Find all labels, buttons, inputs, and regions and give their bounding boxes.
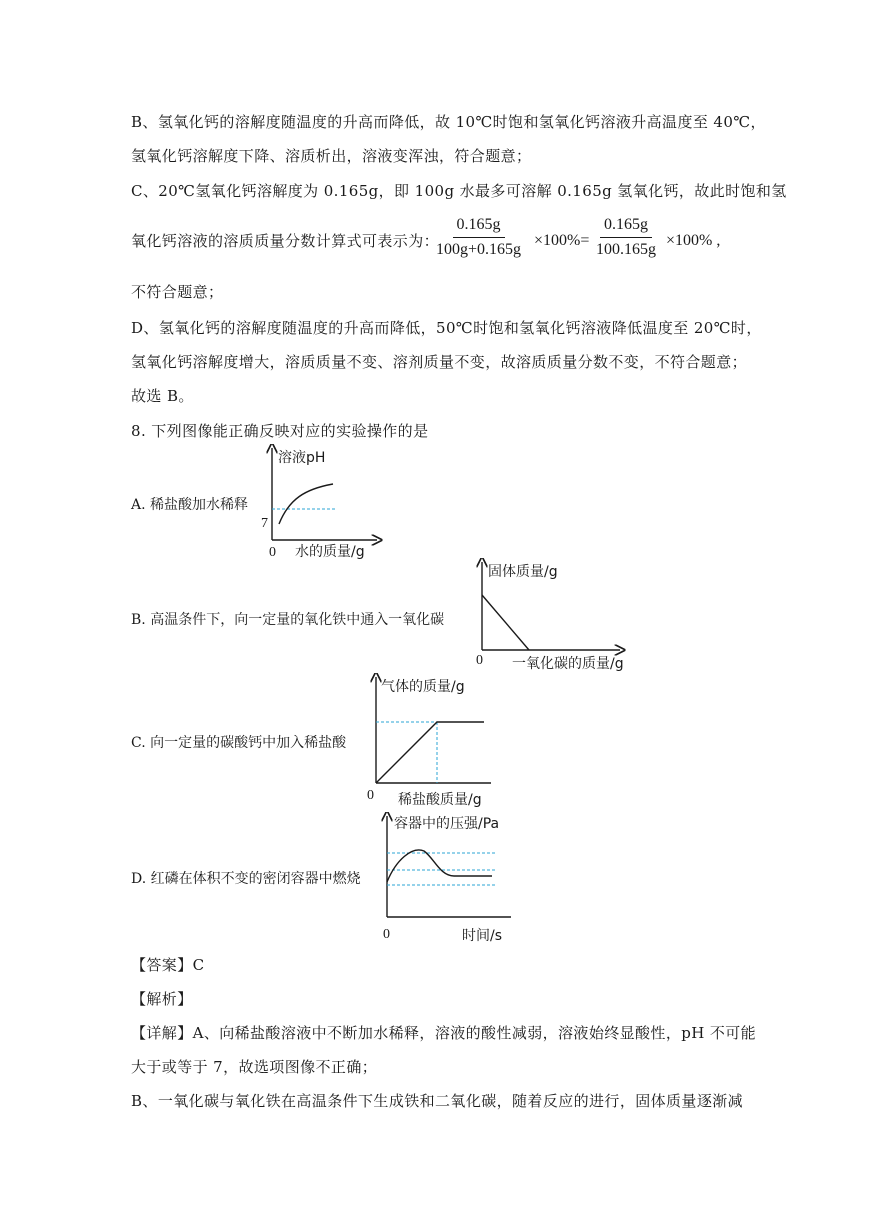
y-tick-label: 7 [261, 516, 268, 531]
text-line: 氢氧化钙溶解度下降、溶质析出，溶液变浑浊，符合题意； [131, 147, 532, 165]
x-axis-label: 一氧化碳的质量/g [512, 656, 624, 672]
text-line: 【详解】A、向稀盐酸溶液中不断加水稀释，溶液的酸性减弱，溶液始终显酸性，pH 不可能 [131, 1024, 757, 1042]
data-line [482, 595, 529, 650]
text-line: C、20℃氢氧化钙溶解度为 0.165g，即 100g 水最多可溶解 0.165g 氢氧化钙，故此时饱和氢 [131, 182, 787, 200]
text-line: 氢氧化钙溶解度增大，溶质质量不变、溶剂质量不变，故溶质质量分数不变，不符合题意； [131, 353, 748, 371]
option-c-label: C. 向一定量的碳酸钙中加入稀盐酸 [131, 735, 347, 751]
fraction-numerator: 0.165g [453, 216, 505, 238]
text-line: 氧化钙溶液的溶质质量分数计算式可表示为： [131, 232, 440, 250]
origin-label: 0 [269, 545, 276, 560]
fraction-2 [592, 216, 660, 259]
text-line: B、一氧化碳与氧化铁在高温条件下生成铁和二氧化碳，随着反应的进行，固体质量逐渐减 [131, 1092, 744, 1110]
option-c-graph [365, 673, 495, 810]
curve [387, 850, 492, 882]
text-line: B、氢氧化钙的溶解度随温度的升高而降低，故 10℃时饱和氢氧化钙溶液升高温度至 40℃， [131, 113, 766, 131]
x-axis-label: 水的质量/g [295, 544, 365, 560]
x-axis-label: 稀盐酸质量/g [398, 792, 482, 808]
y-axis-label: 气体的质量/g [381, 679, 465, 695]
analysis-title: 【解析】 [131, 990, 193, 1008]
fraction-1 [432, 216, 525, 259]
text-line: 故选 B。 [131, 387, 194, 405]
curve [279, 484, 333, 524]
text-line: 不符合题意； [131, 283, 224, 301]
formula-operator: ×100%= [534, 232, 590, 249]
fraction-denominator: 100.165g [596, 241, 656, 258]
option-a-graph [255, 444, 385, 562]
y-axis-label: 固体质量/g [488, 564, 558, 580]
text-line: D、氢氧化钙的溶解度随温度的升高而降低，50℃时饱和氢氧化钙溶液降低温度至 20℃时， [131, 319, 762, 337]
fraction-denominator: 100g+0.165g [436, 241, 522, 258]
option-b-graph [470, 558, 630, 676]
origin-label: 0 [476, 653, 483, 668]
origin-label: 0 [383, 927, 390, 942]
option-d-graph [378, 812, 518, 948]
x-axis-label: 时间/s [462, 928, 503, 944]
option-d-label: D. 红磷在体积不变的密闭容器中燃烧 [131, 871, 361, 887]
fraction-numerator: 0.165g [600, 216, 652, 238]
formula-operator: ×100% , [666, 232, 721, 249]
option-a-label: A. 稀盐酸加水稀释 [131, 497, 249, 513]
text-line: 大于或等于 7，故选项图像不正确； [131, 1058, 378, 1076]
y-axis-label: 容器中的压强/Pa [394, 816, 500, 832]
y-axis-label: 溶液pH [278, 450, 326, 466]
option-b-label: B. 高温条件下，向一定量的氧化铁中通入一氧化碳 [131, 612, 445, 628]
answer: 【答案】C [131, 956, 205, 974]
data-line [376, 722, 484, 783]
question-stem: 8. 下列图像能正确反映对应的实验操作的是 [131, 422, 429, 440]
origin-label: 0 [367, 788, 374, 803]
